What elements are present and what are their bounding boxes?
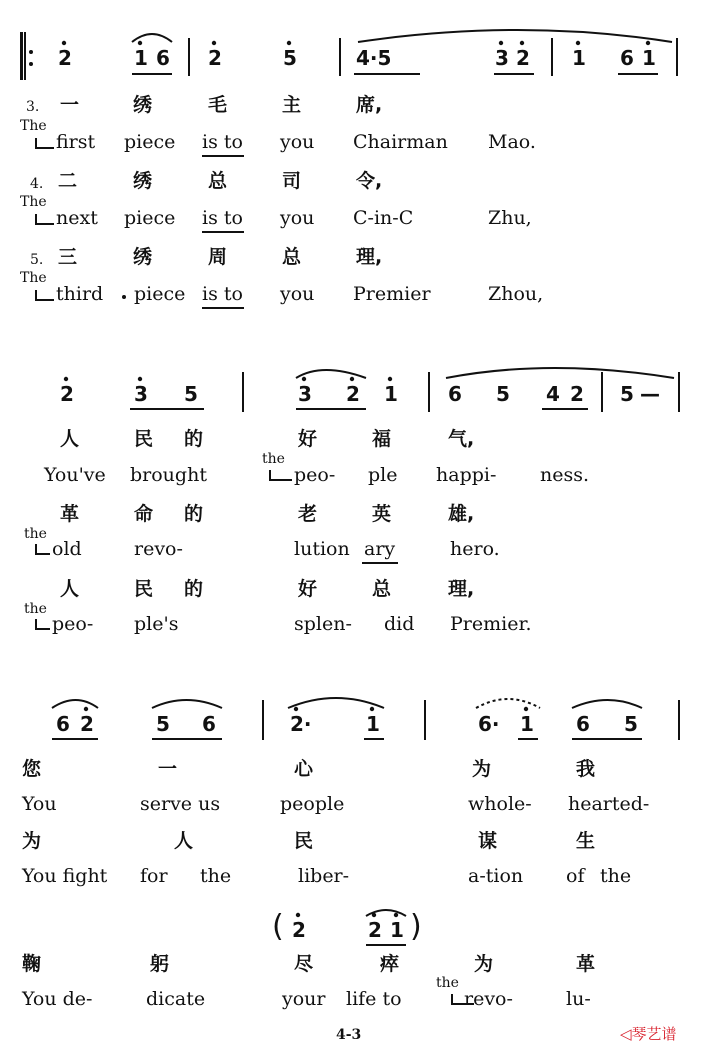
lyric-the: The bbox=[20, 118, 47, 134]
lyric-cn: 绣 bbox=[133, 94, 153, 116]
lyric-en: liber- bbox=[298, 865, 350, 887]
lyric-cn: 民 bbox=[134, 578, 154, 600]
lyric-cn: 席, bbox=[356, 94, 383, 116]
lyric-the: The bbox=[20, 194, 47, 210]
lyric-cn: 雄, bbox=[448, 503, 475, 525]
note: 2· bbox=[290, 712, 312, 736]
lyric-en: dicate bbox=[146, 988, 206, 1010]
lyric-cn: 主 bbox=[282, 94, 302, 116]
note: 1 bbox=[390, 918, 404, 942]
note: 1 bbox=[366, 712, 380, 736]
lyric-en: ary bbox=[364, 538, 396, 560]
lyric-cn: 三 bbox=[58, 246, 78, 268]
lyric-en: piece bbox=[124, 207, 176, 229]
lyric-en: the bbox=[200, 865, 232, 887]
lyric-en: your bbox=[282, 988, 326, 1010]
lyric-en: third bbox=[56, 283, 104, 305]
lyric-en: happi- bbox=[436, 464, 497, 486]
octave-dot bbox=[138, 377, 142, 381]
octave-dot bbox=[372, 913, 376, 917]
elision-mark bbox=[270, 470, 292, 480]
lyric-en: people bbox=[280, 793, 345, 815]
lyric-cn: 绣 bbox=[133, 170, 153, 192]
lyric-cn: 总 bbox=[282, 246, 302, 268]
lyric-cn: 一 bbox=[158, 758, 178, 780]
lyric-en: ple's bbox=[134, 613, 179, 635]
slur bbox=[152, 700, 222, 708]
lyric-cn: 的 bbox=[184, 578, 204, 600]
lyric-cn: 我 bbox=[576, 758, 596, 780]
logo-text: 琴艺谱 bbox=[631, 1025, 677, 1043]
lyric-en: You bbox=[22, 793, 57, 815]
lyric-the: the bbox=[24, 601, 47, 617]
octave-dot bbox=[646, 41, 650, 45]
lyric-en: lu- bbox=[566, 988, 591, 1010]
lyric-cn: 司 bbox=[282, 170, 302, 192]
lyric-cn: 的 bbox=[184, 503, 204, 525]
note: 2 bbox=[516, 46, 530, 70]
lyric-en: you bbox=[280, 207, 315, 229]
lyric-en: Premier. bbox=[450, 613, 532, 635]
lyric-cn: 民 bbox=[294, 830, 314, 852]
lyric-en: revo- bbox=[464, 988, 513, 1010]
lyric-cn: 躬 bbox=[150, 953, 170, 975]
lyric-cn: 好 bbox=[298, 428, 318, 450]
note: 5 bbox=[156, 712, 170, 736]
verse-number: 3. bbox=[26, 99, 40, 115]
lyric-en: ple bbox=[368, 464, 398, 486]
note: 2 bbox=[60, 382, 74, 406]
octave-dot bbox=[499, 41, 503, 45]
slur bbox=[476, 699, 540, 708]
note: 6 bbox=[448, 382, 462, 406]
note: 3 bbox=[298, 382, 312, 406]
note: 6· bbox=[478, 712, 500, 736]
lyric-en: you bbox=[280, 131, 315, 153]
lyric-the: the bbox=[436, 975, 459, 991]
note: 3 bbox=[134, 382, 148, 406]
lyric-cn: 人 bbox=[60, 578, 80, 600]
note: 2 bbox=[346, 382, 360, 406]
lyric-en: old bbox=[52, 538, 82, 560]
octave-dot bbox=[520, 41, 524, 45]
octave-dot bbox=[296, 913, 300, 917]
lyric-cn: 人 bbox=[174, 830, 194, 852]
lyric-en: brought bbox=[130, 464, 207, 486]
slur bbox=[296, 370, 366, 378]
lyric-en: did bbox=[384, 613, 415, 635]
elision-mark bbox=[36, 214, 54, 224]
slur bbox=[358, 30, 672, 42]
verse-number: 5. bbox=[30, 252, 44, 268]
note: 3 bbox=[495, 46, 509, 70]
lyric-cn: 福 bbox=[372, 428, 392, 450]
lyric-en: next bbox=[56, 207, 98, 229]
dash: — bbox=[640, 382, 660, 406]
lyric-cn: 人 bbox=[60, 428, 80, 450]
lyric-cn: 总 bbox=[208, 170, 228, 192]
note: 1 bbox=[134, 46, 148, 70]
site-logo bbox=[620, 1026, 677, 1042]
lyric-cn: 生 bbox=[576, 830, 596, 852]
note: 5 bbox=[496, 382, 510, 406]
lyric-en: piece bbox=[134, 283, 186, 305]
lyric-en: whole- bbox=[468, 793, 532, 815]
lyric-cn: 为 bbox=[22, 830, 42, 852]
elision-mark bbox=[36, 138, 54, 148]
lyric-cn: 总 bbox=[372, 578, 392, 600]
lyric-en: peo- bbox=[294, 464, 336, 486]
lyric-en: revo- bbox=[134, 538, 183, 560]
octave-dot bbox=[302, 377, 306, 381]
lyric-cn: 为 bbox=[472, 758, 492, 780]
elision-mark bbox=[452, 994, 474, 1004]
verse-number: 4. bbox=[30, 176, 44, 192]
lyric-cn: 一 bbox=[60, 94, 80, 116]
lyric-cn: 绣 bbox=[133, 246, 153, 268]
lyric-cn: 谋 bbox=[478, 830, 498, 852]
note: 5 bbox=[184, 382, 198, 406]
paren-open: ( bbox=[272, 909, 284, 944]
lyric-cn: 命 bbox=[134, 503, 154, 525]
lyric-en: ness. bbox=[540, 464, 590, 486]
note: 6 bbox=[620, 46, 634, 70]
lyric-en: hearted- bbox=[568, 793, 650, 815]
lyric-en: is to bbox=[202, 283, 243, 305]
octave-dot bbox=[350, 377, 354, 381]
lyric-the: The bbox=[20, 270, 47, 286]
note: 2 bbox=[292, 918, 306, 942]
syllable-dot bbox=[122, 295, 126, 299]
paren-close: ) bbox=[410, 909, 422, 944]
lyric-en: C-in-C bbox=[353, 207, 414, 229]
note: 2 bbox=[208, 46, 222, 70]
elision-mark bbox=[36, 619, 50, 629]
octave-dot bbox=[294, 707, 298, 711]
lyric-cn: 革 bbox=[576, 953, 596, 975]
octave-dot bbox=[212, 41, 216, 45]
lyric-en: You've bbox=[44, 464, 106, 486]
lyric-cn: 气, bbox=[448, 428, 475, 450]
elision-mark bbox=[36, 290, 54, 300]
lyric-cn: 毛 bbox=[208, 94, 228, 116]
elision-mark bbox=[36, 544, 50, 554]
lyric-en: is to bbox=[202, 207, 243, 229]
note: 1 bbox=[384, 382, 398, 406]
lyric-cn: 民 bbox=[134, 428, 154, 450]
lyric-en: Zhu, bbox=[488, 207, 532, 229]
note: 4·5 bbox=[356, 46, 392, 70]
lyric-en: Chairman bbox=[353, 131, 448, 153]
lyric-en: life to bbox=[346, 988, 402, 1010]
slur bbox=[52, 700, 98, 708]
lyric-cn: 革 bbox=[60, 503, 80, 525]
octave-dot bbox=[370, 707, 374, 711]
lyric-en: You fight bbox=[22, 865, 108, 887]
page-number: 4-3 bbox=[336, 1027, 362, 1043]
lyric-cn: 瘁 bbox=[380, 953, 400, 975]
lyric-cn: 心 bbox=[294, 758, 314, 780]
lyric-en: piece bbox=[124, 131, 176, 153]
lyric-cn: 为 bbox=[474, 953, 494, 975]
lyric-en: serve us bbox=[140, 793, 221, 815]
lyric-cn: 尽 bbox=[294, 953, 314, 975]
lyric-en: Premier bbox=[353, 283, 431, 305]
note: 6 bbox=[576, 712, 590, 736]
octave-dot bbox=[84, 707, 88, 711]
note: 2 bbox=[570, 382, 584, 406]
note: 5 bbox=[283, 46, 297, 70]
lyric-en: of bbox=[566, 865, 585, 887]
lyric-cn: 好 bbox=[298, 578, 318, 600]
lyric-en: a-tion bbox=[468, 865, 524, 887]
octave-dot bbox=[64, 377, 68, 381]
lyric-en: the bbox=[600, 865, 632, 887]
note: 2 bbox=[58, 46, 72, 70]
note: 5 bbox=[624, 712, 638, 736]
lyric-cn: 令, bbox=[356, 170, 383, 192]
lyric-cn: 的 bbox=[184, 428, 204, 450]
note: 5 bbox=[620, 382, 634, 406]
octave-dot bbox=[524, 707, 528, 711]
note: 1 bbox=[572, 46, 586, 70]
octave-dot bbox=[62, 41, 66, 45]
lyric-the: the bbox=[262, 451, 285, 467]
lyric-en: you bbox=[280, 283, 315, 305]
octave-dot bbox=[138, 41, 142, 45]
octave-dot bbox=[394, 913, 398, 917]
slur bbox=[132, 34, 172, 42]
slur bbox=[288, 698, 384, 708]
lyric-cn: 老 bbox=[298, 503, 318, 525]
note: 1 bbox=[642, 46, 656, 70]
lyric-en: first bbox=[56, 131, 96, 153]
lyric-en: is to bbox=[202, 131, 243, 153]
slur bbox=[572, 700, 642, 708]
octave-dot bbox=[287, 41, 291, 45]
octave-dot bbox=[388, 377, 392, 381]
logo-icon: ◁ bbox=[620, 1025, 632, 1043]
lyric-the: the bbox=[24, 526, 47, 542]
octave-dot bbox=[576, 41, 580, 45]
slur bbox=[446, 368, 674, 378]
lyric-en: lution bbox=[294, 538, 350, 560]
lyric-cn: 英 bbox=[372, 503, 392, 525]
note: 2 bbox=[368, 918, 382, 942]
note: 6 bbox=[156, 46, 170, 70]
lyric-en: splen- bbox=[294, 613, 352, 635]
lyric-cn: 理, bbox=[356, 246, 383, 268]
lyric-en: Mao. bbox=[488, 131, 536, 153]
lyric-cn: 理, bbox=[448, 578, 475, 600]
lyric-cn: 您 bbox=[22, 758, 42, 780]
lyric-en: hero. bbox=[450, 538, 500, 560]
note: 6 bbox=[202, 712, 216, 736]
lyric-cn: 二 bbox=[58, 170, 78, 192]
note: 2 bbox=[80, 712, 94, 736]
lyric-en: for bbox=[140, 865, 168, 887]
note: 1 bbox=[520, 712, 534, 736]
lyric-en: You de- bbox=[22, 988, 93, 1010]
note: 6 bbox=[56, 712, 70, 736]
lyric-en: Zhou, bbox=[488, 283, 544, 305]
lyric-cn: 周 bbox=[208, 246, 228, 268]
lyric-cn: 鞠 bbox=[22, 953, 42, 975]
note: 4 bbox=[546, 382, 560, 406]
lyric-en: peo- bbox=[52, 613, 94, 635]
